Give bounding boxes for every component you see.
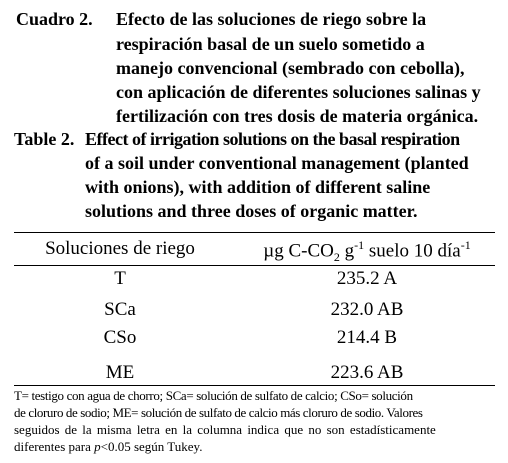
footnote-line xyxy=(14,438,495,455)
footnote-italic-p: p xyxy=(94,439,101,454)
footnote-text: <0.05 según Tukey. xyxy=(100,439,203,454)
footnote-line: T= testigo con agua de chorro; SCa= solución de sulfato de calcio; CSo= solución xyxy=(14,388,413,403)
cell-value: 223.6 AB xyxy=(330,362,404,383)
cell-treatment: SCa xyxy=(104,299,136,320)
caption-english-line: solutions and three doses of organic matter. xyxy=(85,201,418,221)
cell-value: 235.2 A xyxy=(336,268,398,289)
caption-spanish-label: Cuadro 2. xyxy=(16,9,93,29)
table-top-rule xyxy=(14,232,495,233)
column-header-treatment: Soluciones de riego xyxy=(45,238,195,259)
cell-treatment: CSo xyxy=(103,327,137,348)
header-text: g xyxy=(339,240,355,262)
caption-spanish-line: respiración basal de un suelo sometido a xyxy=(116,34,425,54)
table-header-rule xyxy=(14,265,495,266)
header-superscript: -1 xyxy=(354,238,365,252)
caption-spanish-line: manejo convencional (sembrado con cebolla), xyxy=(116,58,465,78)
caption-english-line: Effect of irrigation solutions on the basal respiration xyxy=(85,129,460,149)
footnote-line: de cloruro de sodio; ME= solución de sulfato de calcio más cloruro de sodio. Valores xyxy=(14,405,423,420)
header-text: suelo 10 día xyxy=(364,240,461,262)
caption-spanish-line: fertilización con tres dosis de materia orgánica. xyxy=(116,106,479,126)
table-footnote xyxy=(14,387,495,455)
footnote-line: seguidos de la misma letra en la columna indica que no son estadísticamente xyxy=(14,422,436,437)
caption-english-label: Table 2. xyxy=(14,129,75,149)
cell-treatment: T xyxy=(114,268,126,289)
cell-value: 214.4 B xyxy=(336,327,398,348)
caption-spanish-line: con aplicación de diferentes soluciones salinas y xyxy=(116,82,481,102)
column-header-respiration xyxy=(236,238,498,265)
caption-spanish-line: Efecto de las soluciones de riego sobre la xyxy=(116,9,427,29)
header-superscript: -1 xyxy=(460,238,471,252)
table-bottom-rule xyxy=(14,385,495,386)
footnote-text: diferentes para xyxy=(14,439,95,454)
cell-treatment: ME xyxy=(105,362,135,383)
caption-english-line: of a soil under conventional management (planted xyxy=(85,153,469,173)
header-subscript: 2 xyxy=(333,250,340,265)
caption-english-line: with onions), with addition of different saline xyxy=(85,177,431,197)
header-text: µg C-CO xyxy=(263,240,334,262)
cell-value: 232.0 AB xyxy=(330,299,404,320)
